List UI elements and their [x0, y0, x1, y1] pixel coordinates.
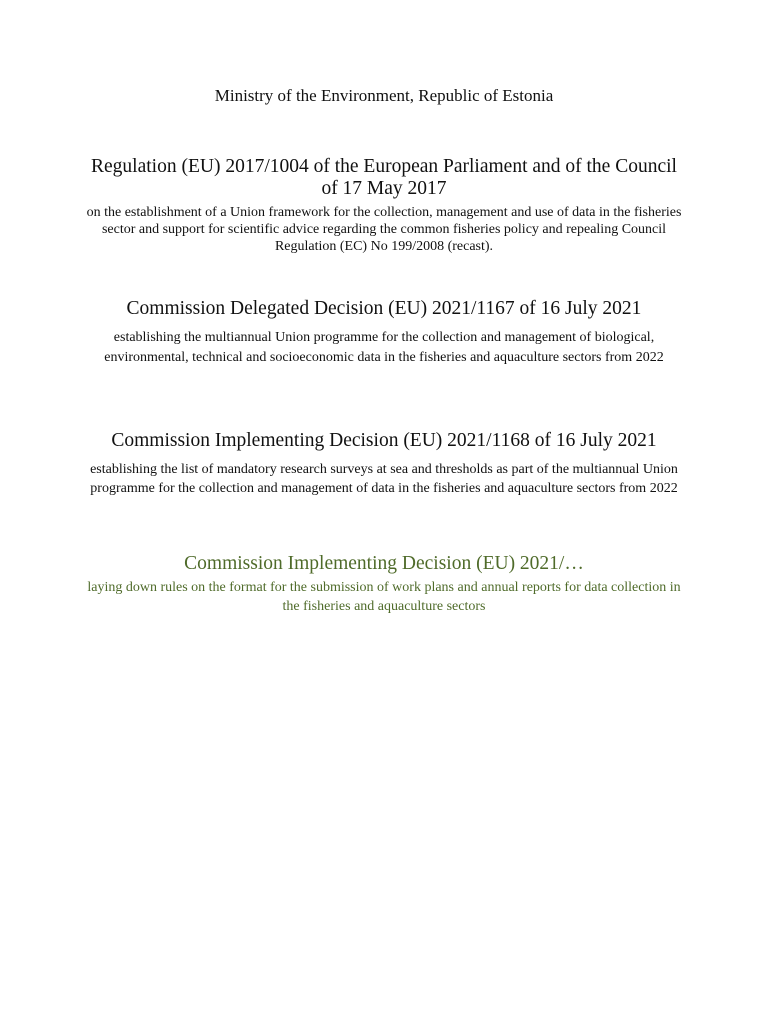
document-block-decision-2021-pending	[84, 553, 684, 616]
document-description: laying down rules on the format for the submission of work plans and annual reports for data collection in the fisheries and aquaculture sectors	[87, 580, 681, 614]
document-title: Commission Delegated Decision (EU) 2021/1167 of 16 July 2021	[126, 298, 642, 319]
document-description: establishing the list of mandatory research surveys at sea and thresholds as part of the multiannual Union programme for the collection and management of data in the fisheries and aquaculture sectors from 2022	[90, 462, 678, 496]
document-title: Commission Implementing Decision (EU) 2021/1168 of 16 July 2021	[111, 430, 657, 451]
ministry-heading: Ministry of the Environment, Republic of Estonia	[214, 86, 554, 105]
document-description: on the establishment of a Union framework for the collection, management and use of data in the fisheries sector and support for scientific advice regarding the common fisheries policy and repealing Council Regulation (EC) No 199/2008 (recast).	[86, 205, 682, 254]
document-description: establishing the multiannual Union programme for the collection and management of biological, environmental, technical and socioeconomic data in the fisheries and aquaculture sectors from 2022	[104, 330, 664, 365]
document-title: Commission Implementing Decision (EU) 2021/…	[184, 553, 584, 574]
document-block-decision-2021-1168	[84, 430, 684, 498]
document-block-decision-2021-1167	[84, 298, 684, 368]
document-title: Regulation (EU) 2017/1004 of the European Parliament and of the Council of 17 May 2017	[91, 156, 677, 199]
document-block-regulation-2017-1004	[84, 156, 684, 255]
